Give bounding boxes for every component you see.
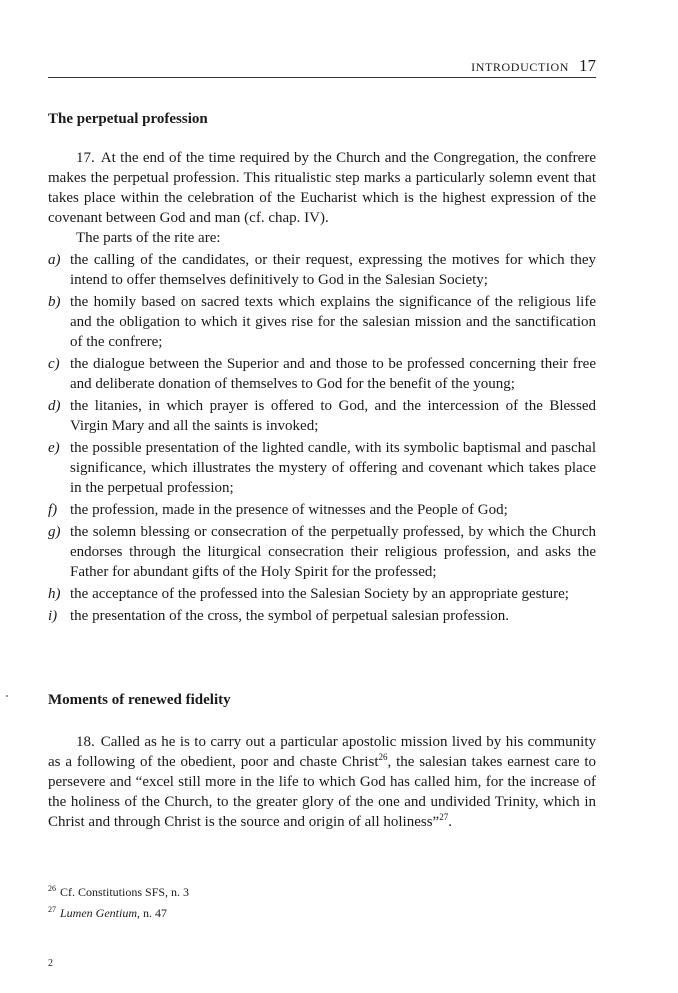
list-item-text: the presentation of the cross, the symbol of perpetual salesian profession.	[70, 608, 510, 624]
list-item-letter: h)	[48, 586, 61, 602]
list-item-text: the homily based on sacred texts which explains the significance of the religious life and the obligation to which it gives rise for the salesian mission and the sanctification of the confrere;	[70, 294, 596, 350]
list-item-letter: e)	[48, 440, 60, 456]
paragraph-number: 17.	[76, 150, 95, 166]
footnote-text: n. 47	[140, 906, 167, 920]
list-item	[48, 500, 596, 520]
paragraph-text: At the end of the time required by the Church and the Congregation, the confrere makes the perpetual profession. This ritualistic step marks a particularly solemn event that takes place within the celebration of the Eucharist which is the highest expression of the covenant between God and man (cf. chap. IV).	[48, 150, 596, 226]
list-item	[48, 250, 596, 290]
paragraph-18	[48, 732, 596, 832]
footnote-ref-27: 27	[439, 812, 449, 822]
list-item	[48, 522, 596, 582]
paragraph-number: 18.	[76, 734, 95, 750]
list-item-text: the profession, made in the presence of witnesses and the People of God;	[70, 502, 508, 518]
list-item-text: the acceptance of the professed into the Salesian Society by an appropriate gesture;	[70, 586, 569, 602]
rite-parts-list	[48, 250, 596, 628]
header-rule	[48, 77, 596, 78]
list-item	[48, 292, 596, 352]
running-header	[48, 56, 596, 78]
section-heading-renewed-fidelity: Moments of renewed fidelity	[48, 692, 231, 708]
list-item-letter: c)	[48, 356, 60, 372]
list-item	[48, 584, 596, 604]
list-item-letter: d)	[48, 398, 61, 414]
list-item	[48, 354, 596, 394]
paragraph-text-part-1: Called as he is to carry out a particular apostolic mission lived by his community as a following of the obedient, poor and chaste Christ	[48, 734, 596, 770]
footnote-italic-title: Lumen Gentium,	[60, 906, 140, 920]
list-item-text: the calling of the candidates, or their request, expressing the motives for which they intend to offer themselves definitively to God in the Salesian Society;	[70, 252, 596, 288]
sheet-marker: 2	[48, 958, 53, 969]
paragraph-text-part-2: , the salesian takes earnest care to persevere and “excel still more in the life to which God has called him, for the increase of the holiness of the Church, to the greater glory of the one and undivided Trinity, which in Christ and through Christ is the source and origin of all holiness”	[48, 754, 596, 830]
list-item-letter: b)	[48, 294, 61, 310]
list-item-letter: a)	[48, 252, 61, 268]
list-item-text: the dialogue between the Superior and and those to be professed concerning their free and deliberate donation of themselves to God for the benefit of the young;	[70, 356, 596, 392]
list-item-letter: f)	[48, 502, 58, 518]
scan-speck	[6, 695, 8, 697]
list-item-text: the possible presentation of the lighted candle, with its symbolic baptismal and paschal significance, which illustrates the mystery of offering and covenant which takes place in the perpetual profession;	[70, 440, 596, 496]
footnote-27	[48, 901, 596, 922]
page-number: 17	[579, 56, 596, 75]
footnote-number: 27	[48, 905, 56, 914]
paragraph-17	[48, 148, 596, 228]
rite-parts-intro: The parts of the rite are:	[76, 230, 221, 246]
footnote-26	[48, 880, 596, 901]
running-header-title: INTRODUCTION	[471, 60, 569, 74]
footnotes	[48, 880, 596, 922]
section-heading-perpetual-profession: The perpetual profession	[48, 111, 208, 127]
list-item	[48, 396, 596, 436]
paragraph-text-part-3: .	[448, 814, 452, 830]
footnote-text: Cf. Constitutions SFS, n. 3	[60, 885, 190, 899]
list-item-letter: g)	[48, 524, 61, 540]
list-item	[48, 606, 596, 626]
list-item-letter: i)	[48, 608, 58, 624]
list-item	[48, 438, 596, 498]
list-item-text: the litanies, in which prayer is offered to God, and the intercession of the Blessed Virgin Mary and all the saints is invoked;	[70, 398, 596, 434]
footnote-ref-26: 26	[378, 752, 388, 762]
footnote-number: 26	[48, 884, 56, 893]
list-item-text: the solemn blessing or consecration of the perpetually professed, by which the Church endorses through the liturgical consecration their religious profession, and asks the Father for abundant gifts of the Holy Spirit for the professed;	[70, 524, 596, 580]
